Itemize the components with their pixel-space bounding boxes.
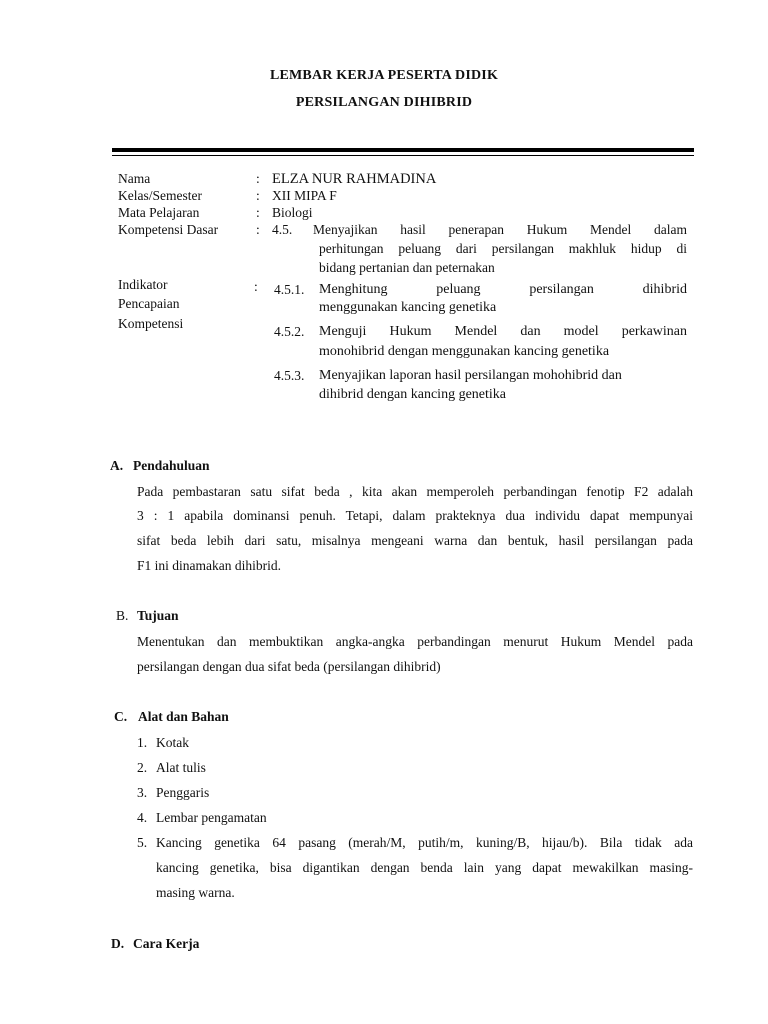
- list-item: Alat tulis: [156, 760, 206, 775]
- indicator-label-3: Kompetensi: [118, 316, 184, 331]
- list-item: Kancing genetika 64 pasang (merah/M, putih/m, kuning/B, hijau/b). Bila tidak ada: [156, 835, 693, 850]
- paragraph-line: sifat beda lebih dari satu, misalnya mengeani warna dan bentuk, hasil persilangan pada: [137, 533, 693, 548]
- indicator-label-2: Pencapaian: [118, 296, 180, 311]
- kd-line-1: Menyajikan hasil penerapan Hukum Mendel dalam: [313, 222, 687, 237]
- list-item: Lembar pengamatan: [156, 810, 267, 825]
- name-colon: :: [256, 171, 260, 186]
- indicator-number: 4.5.2.: [274, 324, 305, 339]
- indicator-number: 4.5.3.: [274, 368, 305, 383]
- paragraph-line: Menentukan dan membuktikan angka-angka perbandingan menurut Hukum Mendel pada: [137, 634, 693, 649]
- document-subtitle: PERSILANGAN DIHIBRID: [295, 95, 473, 110]
- indicator-text: Menguji Hukum Mendel dan model perkawinan: [319, 324, 687, 339]
- indicator-label-1: Indikator: [118, 277, 168, 292]
- list-number: 5.: [137, 835, 148, 850]
- name-label: Nama: [118, 171, 151, 186]
- header-rule-thick: [112, 148, 694, 152]
- section-title: Tujuan: [137, 608, 179, 623]
- indicator-text: Menyajikan laporan hasil persilangan mohohibrid dan: [319, 368, 622, 383]
- list-item: Kotak: [156, 735, 189, 750]
- paragraph-line: Pada pembastaran satu sifat beda , kita akan memperoleh perbandingan fenotip F2 adalah: [137, 484, 693, 499]
- list-number: 4.: [137, 810, 148, 825]
- section-title: Alat dan Bahan: [138, 709, 229, 724]
- indicator-text: Menghitung peluang persilangan dihibrid: [319, 282, 687, 297]
- subject-colon: :: [256, 205, 260, 220]
- indicator-text: menggunakan kancing genetika: [319, 300, 497, 315]
- section-title: Pendahuluan: [133, 458, 210, 473]
- list-item: Penggaris: [156, 785, 210, 800]
- subject-label: Mata Pelajaran: [118, 205, 200, 220]
- kd-line-2: perhitungan peluang dari persilangan makhluk hidup di: [319, 241, 687, 256]
- paragraph-line: F1 ini dinamakan dihibrid.: [137, 558, 281, 573]
- kd-colon: :: [256, 222, 260, 237]
- paragraph-line: 3 : 1 apabila dominansi penuh. Tetapi, dalam prakteknya dua individu dapat mempunyai: [137, 508, 693, 523]
- list-number: 2.: [137, 760, 148, 775]
- document-title: LEMBAR KERJA PESERTA DIDIK: [269, 68, 499, 83]
- section-letter: D.: [111, 936, 125, 951]
- indicator-text: monohibrid dengan menggunakan kancing genetika: [319, 344, 610, 359]
- section-letter: A.: [110, 458, 124, 473]
- list-number: 1.: [137, 735, 148, 750]
- paragraph-line: persilangan dengan dua sifat beda (persilangan dihibrid): [137, 659, 441, 674]
- class-value: XII MIPA F: [272, 188, 337, 203]
- indicator-colon: :: [254, 279, 258, 294]
- list-item-continuation: kancing genetika, bisa digantikan dengan benda lain yang dapat mewakilkan masing-: [156, 860, 693, 875]
- indicator-text: dihibrid dengan kancing genetika: [319, 387, 506, 402]
- header-rule-thin: [112, 155, 694, 156]
- class-colon: :: [256, 188, 260, 203]
- section-letter: B.: [116, 608, 129, 623]
- subject-value: Biologi: [272, 205, 313, 220]
- list-number: 3.: [137, 785, 148, 800]
- list-item-continuation: masing warna.: [156, 885, 235, 900]
- class-label: Kelas/Semester: [118, 188, 202, 203]
- kd-line-3: bidang pertanian dan peternakan: [319, 260, 495, 275]
- kd-label: Kompetensi Dasar: [118, 222, 219, 237]
- kd-number: 4.5.: [272, 222, 293, 237]
- name-value: ELZA NUR RAHMADINA: [272, 171, 437, 187]
- section-letter: C.: [114, 709, 128, 724]
- section-title: Cara Kerja: [133, 936, 200, 951]
- indicator-number: 4.5.1.: [274, 282, 305, 297]
